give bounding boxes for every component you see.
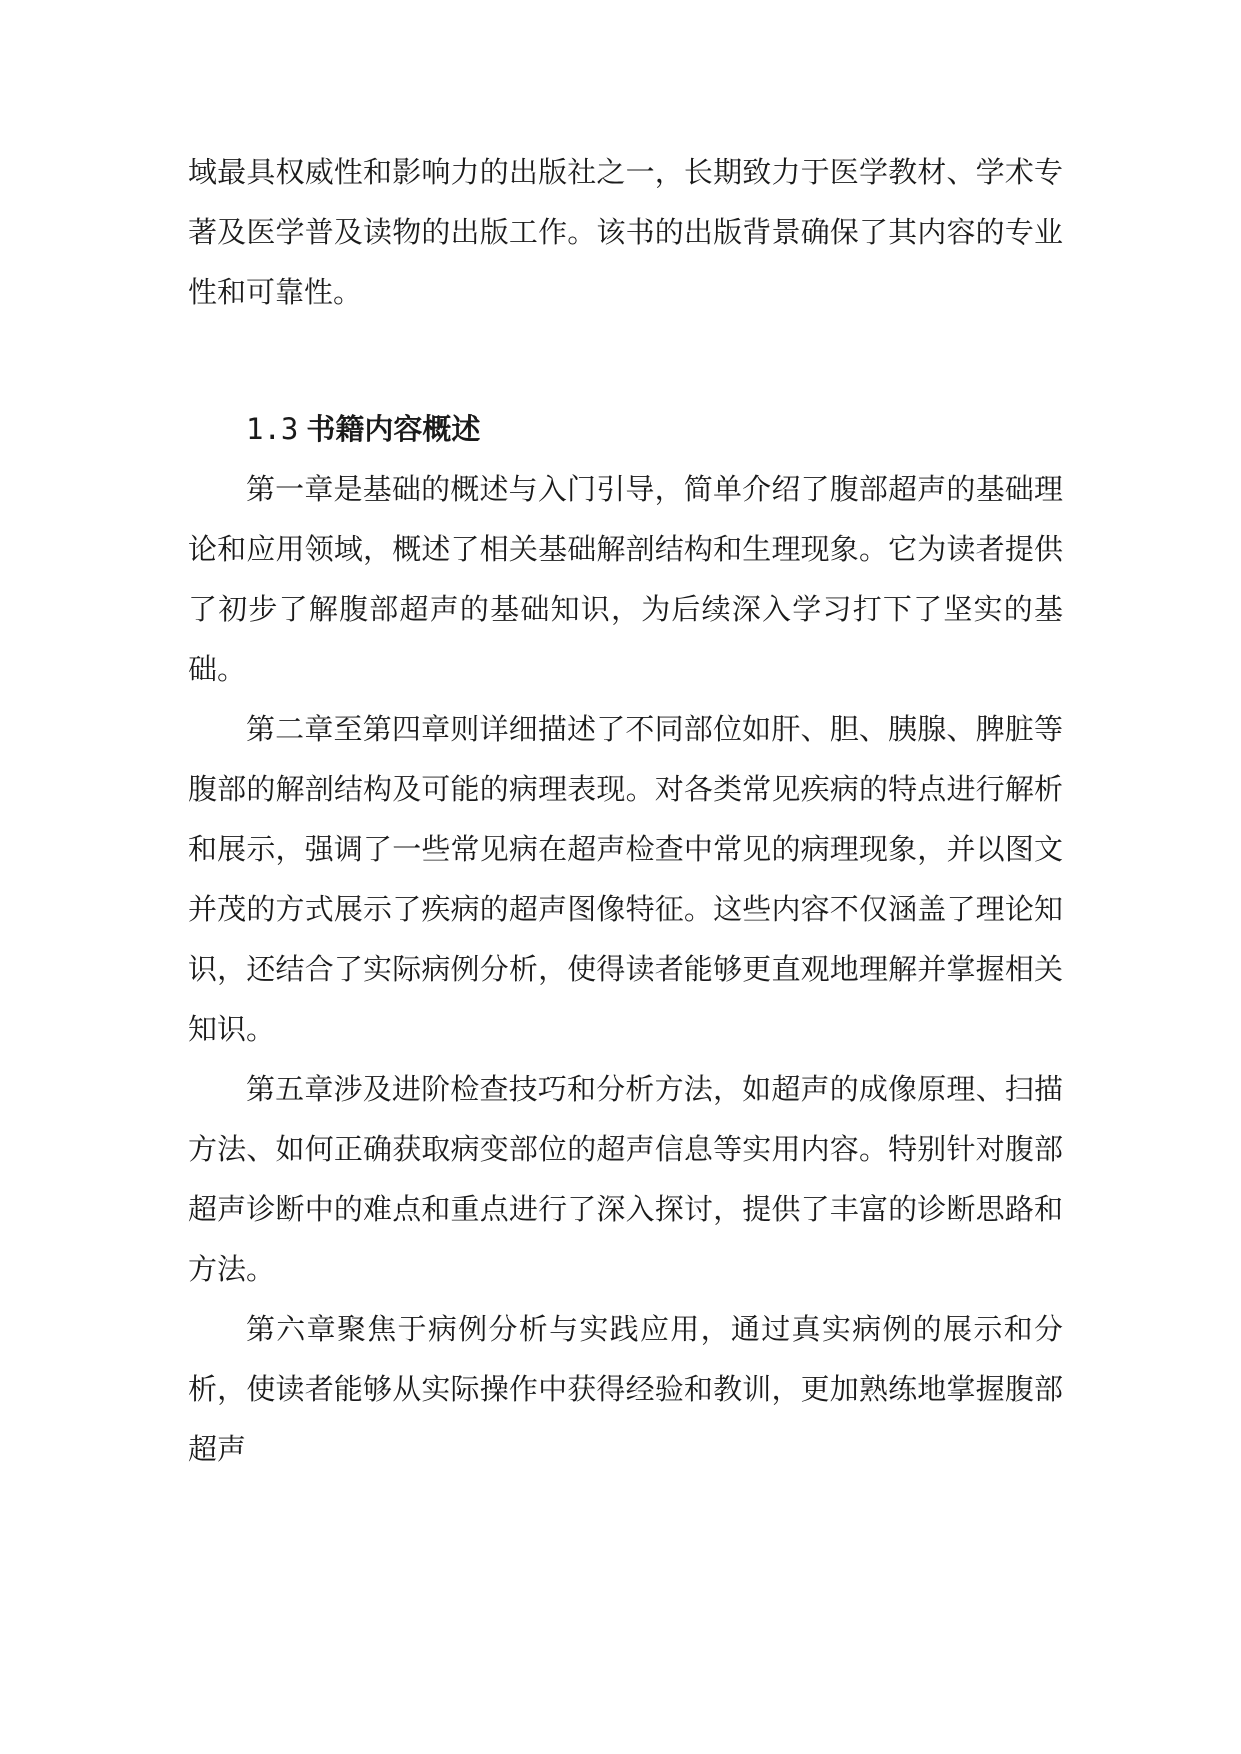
paragraph-chapter-6: 第六章聚焦于病例分析与实践应用，通过真实病例的展示和分析，使读者能够从实际操作中获得经验和教训，更加熟练地掌握腹部超声 xyxy=(188,1312,1063,1466)
section-heading xyxy=(246,399,480,459)
paragraph-chapter-1: 第一章是基础的概述与入门引导，简单介绍了腹部超声的基础理论和应用领域，概述了相关基础解剖结构和生理现象。它为读者提供了初步了解腹部超声的基础知识，为后续深入学习打下了坚实的基础。 xyxy=(188,472,1063,686)
section-body xyxy=(188,459,1063,1479)
section-title: 书籍内容概述 xyxy=(306,412,481,446)
intro-block xyxy=(188,142,1063,322)
section-number: 1.3 xyxy=(246,412,299,446)
paragraph-chapter-2-4: 第二章至第四章则详细描述了不同部位如肝、胆、胰腺、脾脏等腹部的解剖结构及可能的病理表现。对各类常见疾病的特点进行解析和展示，强调了一些常见病在超声检查中常见的病理现象，并以图文并茂的方式展示了疾病的超声图像特征。这些内容不仅涵盖了理论知识，还结合了实际病例分析，使得读者能够更直观地理解并掌握相关知识。 xyxy=(188,712,1063,1046)
intro-paragraph: 域最具权威性和影响力的出版社之一，长期致力于医学教材、学术专著及医学普及读物的出版工作。该书的出版背景确保了其内容的专业性和可靠性。 xyxy=(188,155,1063,309)
paragraph-chapter-5: 第五章涉及进阶检查技巧和分析方法，如超声的成像原理、扫描方法、如何正确获取病变部位的超声信息等实用内容。特别针对腹部超声诊断中的难点和重点进行了深入探讨，提供了丰富的诊断思路和方法。 xyxy=(188,1072,1063,1286)
